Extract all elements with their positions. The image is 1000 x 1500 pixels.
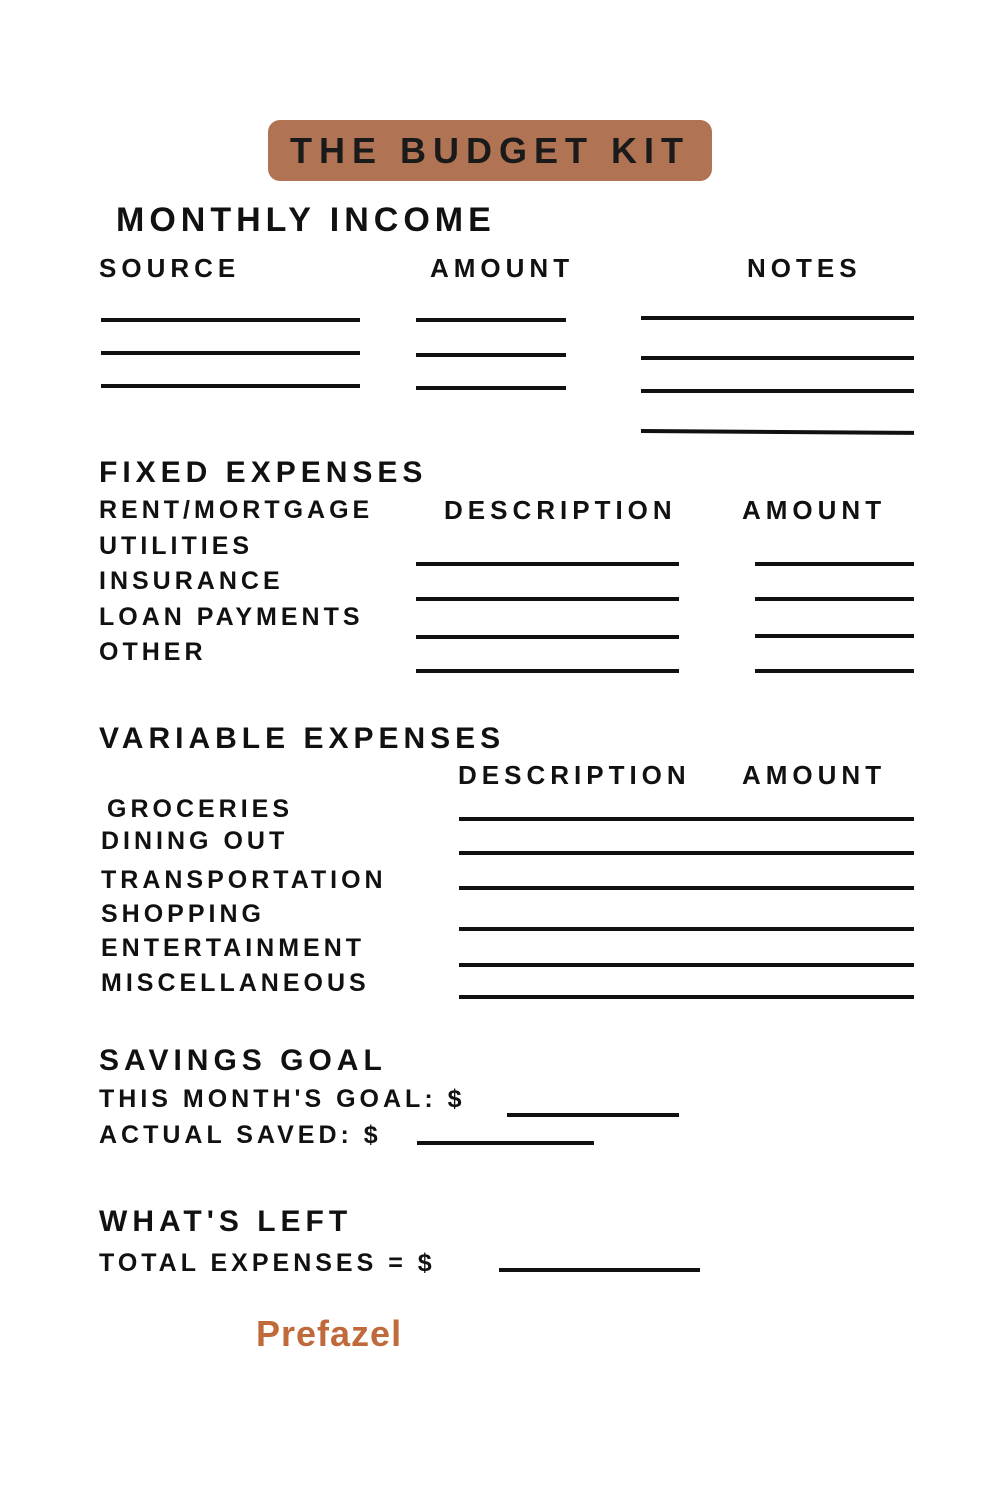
- fixed-item: INSURANCE: [99, 567, 284, 595]
- fixed-description-line[interactable]: [416, 635, 679, 639]
- variable-entry-line[interactable]: [459, 886, 914, 890]
- whats-left-title: WHAT'S LEFT: [99, 1205, 353, 1238]
- variable-item: ENTERTAINMENT: [101, 934, 366, 962]
- total-expenses-line[interactable]: [499, 1268, 700, 1272]
- variable-item: SHOPPING: [101, 900, 265, 928]
- fixed-amount-line[interactable]: [755, 634, 914, 638]
- savings-section-title: SAVINGS GOAL: [99, 1044, 387, 1077]
- variable-entry-line[interactable]: [459, 817, 914, 821]
- fixed-item: UTILITIES: [99, 532, 254, 560]
- fixed-col-description: DESCRIPTION: [444, 495, 677, 525]
- income-col-notes: NOTES: [747, 253, 862, 283]
- income-amount-line[interactable]: [416, 386, 566, 390]
- fixed-amount-line[interactable]: [755, 597, 914, 601]
- fixed-item: RENT/MORTGAGE: [99, 496, 374, 524]
- fixed-item: LOAN PAYMENTS: [99, 603, 364, 631]
- variable-item: TRANSPORTATION: [101, 866, 387, 894]
- income-source-line[interactable]: [101, 351, 360, 355]
- page-title: THE BUDGET KIT: [290, 129, 690, 171]
- savings-goal-line[interactable]: [507, 1113, 679, 1117]
- fixed-description-line[interactable]: [416, 597, 679, 601]
- variable-col-amount: AMOUNT: [742, 760, 887, 790]
- income-notes-line[interactable]: [641, 429, 914, 435]
- income-section-title: MONTHLY INCOME: [116, 201, 496, 239]
- variable-entry-line[interactable]: [459, 963, 914, 967]
- fixed-description-line[interactable]: [416, 669, 679, 673]
- income-source-line[interactable]: [101, 318, 360, 322]
- variable-item: DINING OUT: [101, 827, 289, 855]
- fixed-section-title: FIXED EXPENSES: [99, 456, 428, 489]
- income-amount-line[interactable]: [416, 353, 566, 357]
- savings-actual-label: ACTUAL SAVED: $: [99, 1121, 382, 1149]
- variable-item: MISCELLANEOUS: [101, 969, 370, 997]
- variable-section-title: VARIABLE EXPENSES: [99, 722, 506, 755]
- variable-entry-line[interactable]: [459, 851, 914, 855]
- fixed-item: OTHER: [99, 638, 207, 666]
- income-col-amount: AMOUNT: [430, 253, 575, 283]
- income-notes-line[interactable]: [641, 389, 914, 393]
- variable-entry-line[interactable]: [459, 995, 914, 999]
- variable-item: GROCERIES: [107, 795, 294, 823]
- variable-col-description: DESCRIPTION: [458, 760, 691, 790]
- income-notes-line[interactable]: [641, 316, 914, 320]
- title-banner: [268, 120, 712, 181]
- variable-entry-line[interactable]: [459, 927, 914, 931]
- income-col-source: SOURCE: [99, 253, 241, 283]
- income-notes-line[interactable]: [641, 356, 914, 360]
- total-expenses-label: TOTAL EXPENSES = $: [99, 1249, 436, 1277]
- fixed-description-line[interactable]: [416, 562, 679, 566]
- income-source-line[interactable]: [101, 384, 360, 388]
- savings-actual-line[interactable]: [417, 1141, 594, 1145]
- fixed-amount-line[interactable]: [755, 669, 914, 673]
- fixed-amount-line[interactable]: [755, 562, 914, 566]
- income-amount-line[interactable]: [416, 318, 566, 322]
- fixed-col-amount: AMOUNT: [742, 495, 887, 525]
- brand-logo: Prefazel: [256, 1313, 403, 1354]
- savings-goal-label: THIS MONTH'S GOAL: $: [99, 1085, 466, 1113]
